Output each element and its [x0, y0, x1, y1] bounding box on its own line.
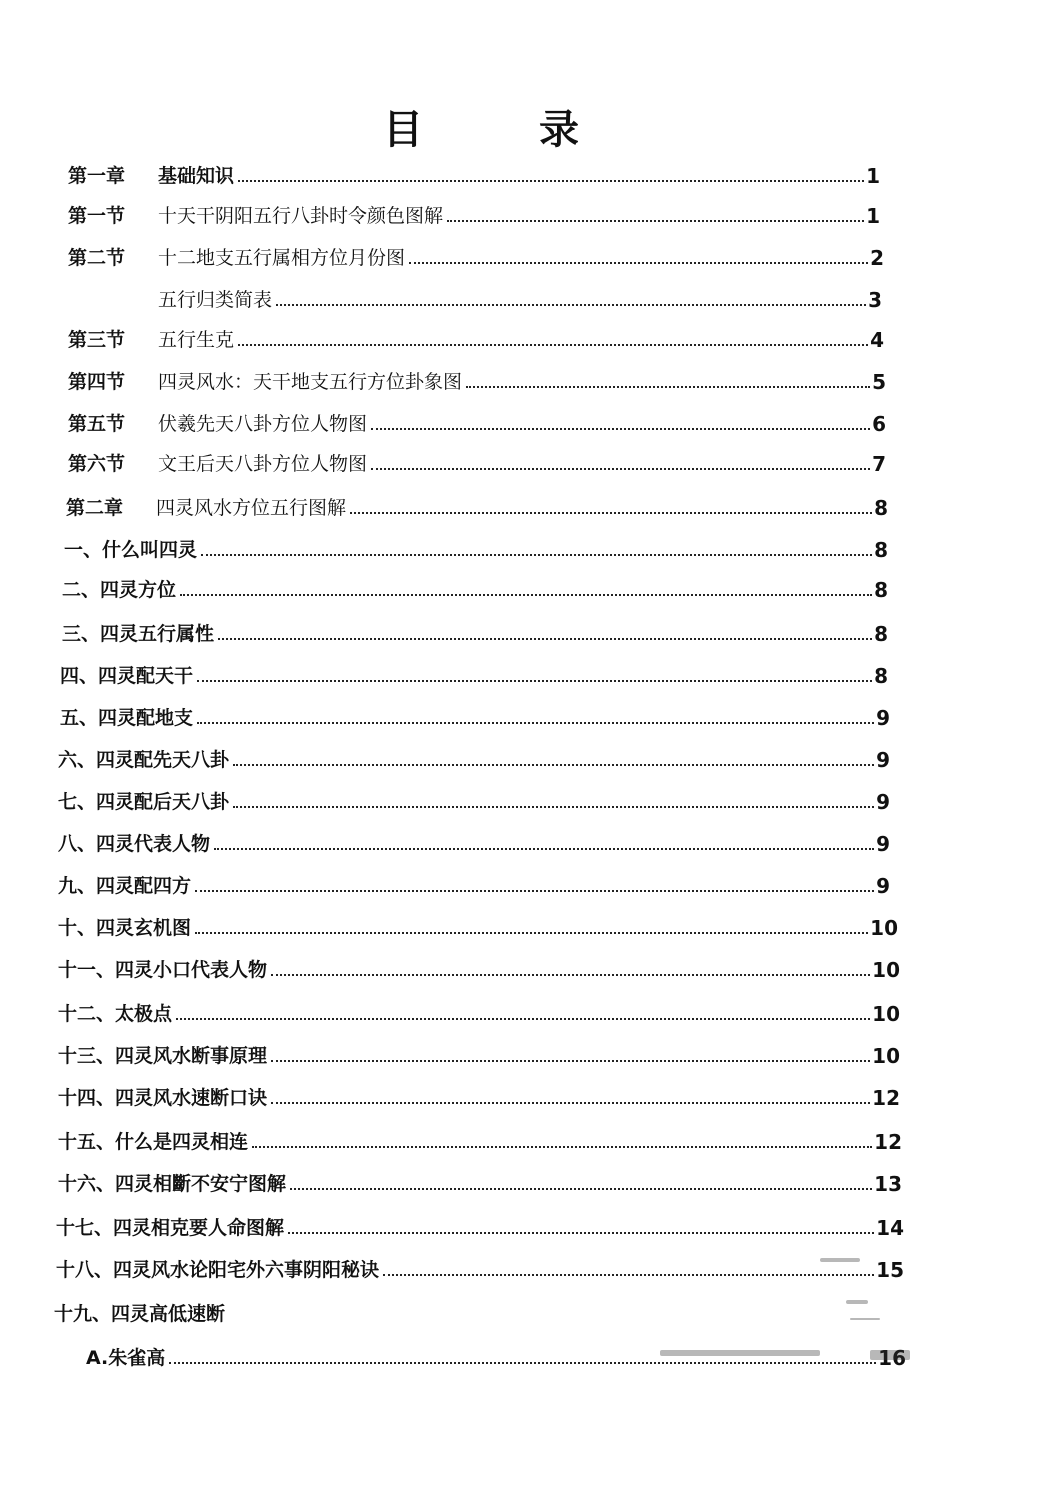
scan-artifact — [660, 1350, 820, 1356]
toc-page-number: 1 — [866, 164, 880, 188]
toc-entry — [58, 996, 900, 1026]
toc-entry — [58, 868, 890, 898]
toc-entry-label: 九、四灵配四方 — [58, 875, 192, 897]
dot-leader — [466, 386, 870, 388]
toc-entry-label: 十、四灵玄机图 — [58, 917, 192, 939]
toc-chapter-prefix: 第三节 — [68, 329, 126, 351]
dot-leader — [197, 680, 872, 682]
page-title: 目 录 — [383, 107, 617, 153]
dot-leader — [290, 1188, 872, 1190]
toc-entry — [58, 784, 890, 814]
toc-entry-label: 四灵风水：天干地支五行方位卦象图 — [158, 371, 463, 393]
toc-chapter-prefix: 第五节 — [68, 413, 126, 435]
toc-page-number: 15 — [876, 1258, 904, 1282]
toc-entry — [58, 742, 890, 772]
toc-entry-label: 八、四灵代表人物 — [58, 833, 211, 855]
dot-leader — [233, 764, 874, 766]
toc-page-number: 9 — [876, 874, 890, 898]
toc-page-number: 8 — [874, 622, 888, 646]
dot-leader — [252, 1146, 872, 1148]
toc-page-number: 9 — [876, 748, 890, 772]
toc-page-number: 5 — [872, 370, 886, 394]
toc-entry — [58, 952, 900, 982]
dot-leader — [409, 262, 868, 264]
toc-entry-label: 文王后天八卦方位人物图 — [158, 453, 368, 475]
toc-page-number: 8 — [874, 578, 888, 602]
toc-entry — [56, 1210, 904, 1240]
dot-leader — [214, 848, 874, 850]
toc-entry — [64, 532, 888, 562]
toc-entry-label: 十一、四灵小口代表人物 — [58, 959, 268, 981]
toc-entry-label: 四、四灵配天干 — [60, 665, 194, 687]
toc-page-number: 13 — [874, 1172, 902, 1196]
toc-entry — [68, 446, 886, 476]
toc-page-number: 12 — [872, 1086, 900, 1110]
toc-entry-label: 十三、四灵风水断事原理 — [58, 1045, 268, 1067]
dot-leader — [195, 890, 874, 892]
toc-entry-label: 十天干阴阳五行八卦时令颜色图解 — [158, 205, 444, 227]
dot-leader — [371, 428, 870, 430]
toc-chapter-prefix: 第一章 — [68, 165, 126, 187]
toc-entry-label: A.朱雀高 — [86, 1347, 166, 1369]
toc-entry-label: 二、四灵方位 — [62, 579, 177, 601]
dot-leader — [201, 554, 872, 556]
toc-entry — [158, 282, 882, 312]
toc-page-number: 10 — [872, 958, 900, 982]
toc-entry-label: 一、什么叫四灵 — [64, 539, 198, 561]
dot-leader — [238, 180, 864, 182]
toc-page-number: 9 — [876, 706, 890, 730]
toc-page-number: 8 — [874, 538, 888, 562]
toc-page-number: 9 — [876, 832, 890, 856]
toc-page-number: 9 — [876, 790, 890, 814]
toc-entry-label: 七、四灵配后天八卦 — [58, 791, 230, 813]
toc-entry — [58, 1080, 900, 1110]
dot-leader — [195, 932, 868, 934]
toc-chapter-prefix: 第一节 — [68, 205, 126, 227]
dot-leader — [276, 304, 866, 306]
toc-entry-label: 十八、四灵风水论阳宅外六事阴阳秘诀 — [56, 1259, 380, 1281]
toc-entry-label: 十六、四灵相斷不安宁图解 — [58, 1173, 287, 1195]
toc-page-number: 14 — [876, 1216, 904, 1240]
toc-chapter-prefix: 第二章 — [66, 497, 124, 519]
toc-entry — [62, 572, 888, 602]
toc-page-number: 2 — [870, 246, 884, 270]
dot-leader — [238, 344, 868, 346]
dot-leader — [169, 1362, 876, 1364]
dot-leader — [197, 722, 874, 724]
dot-leader — [176, 1018, 870, 1020]
toc-entry — [68, 322, 884, 352]
dot-leader — [271, 1060, 870, 1062]
dot-leader — [271, 1102, 870, 1104]
toc-entry — [68, 406, 886, 436]
toc-entry-label: 十九、四灵高低速断 — [54, 1303, 226, 1325]
toc-entry — [68, 198, 880, 228]
toc-page-number: 6 — [872, 412, 886, 436]
toc-entry — [68, 364, 886, 394]
toc-entry-label: 五行生克 — [158, 329, 235, 351]
toc-entry-label: 十五、什么是四灵相连 — [58, 1131, 249, 1153]
toc-entry-label: 五、四灵配地支 — [60, 707, 194, 729]
dot-leader — [180, 594, 872, 596]
toc-page-number: 8 — [874, 496, 888, 520]
scan-artifact — [846, 1300, 868, 1304]
toc-entry-label: 六、四灵配先天八卦 — [58, 749, 230, 771]
toc-entry-label: 十四、四灵风水速断口诀 — [58, 1087, 268, 1109]
toc-entry — [68, 240, 884, 270]
toc-page-number: 10 — [872, 1044, 900, 1068]
toc-page-number: 10 — [872, 1002, 900, 1026]
toc-entry — [58, 1124, 902, 1154]
scan-artifact — [820, 1258, 860, 1262]
toc-entry-label: 五行归类简表 — [158, 289, 273, 311]
toc-entry — [58, 1166, 902, 1196]
dot-leader — [233, 806, 874, 808]
toc-entry — [60, 700, 890, 730]
toc-entry-label: 十二、太极点 — [58, 1003, 173, 1025]
toc-chapter-prefix: 第二节 — [68, 247, 126, 269]
toc-page-number: 4 — [870, 328, 884, 352]
dot-leader — [447, 220, 864, 222]
toc-entry-label: 三、四灵五行属性 — [62, 623, 215, 645]
toc-page-number: 3 — [868, 288, 882, 312]
scan-artifact — [870, 1350, 910, 1360]
toc-page-number: 12 — [874, 1130, 902, 1154]
toc-entry — [58, 1038, 900, 1068]
toc-chapter-prefix: 第四节 — [68, 371, 126, 393]
toc-entry — [62, 616, 888, 646]
toc-entry-label: 基础知识 — [158, 165, 235, 187]
toc-page-number: 16 — [878, 1346, 906, 1370]
toc-entry — [58, 910, 898, 940]
dot-leader — [371, 468, 870, 470]
toc-page-number: 8 — [874, 664, 888, 688]
dot-leader — [288, 1232, 874, 1234]
toc-entry-label: 四灵风水方位五行图解 — [156, 497, 347, 519]
toc-entry — [66, 490, 888, 520]
scan-artifact — [850, 1318, 880, 1320]
toc-entry-label: 伏羲先天八卦方位人物图 — [158, 413, 368, 435]
toc-entry — [56, 1252, 904, 1282]
toc-entry-label: 十七、四灵相克要人命图解 — [56, 1217, 285, 1239]
toc-entry — [54, 1296, 904, 1326]
dot-leader — [271, 974, 870, 976]
dot-leader — [350, 512, 872, 514]
toc-page-number: 10 — [870, 916, 898, 940]
dot-leader — [383, 1274, 874, 1276]
toc-entry — [68, 158, 880, 188]
toc-entry — [60, 658, 888, 688]
toc-page-number: 7 — [872, 452, 886, 476]
dot-leader — [218, 638, 872, 640]
toc-page-number: 1 — [866, 204, 880, 228]
toc-entry-label: 十二地支五行属相方位月份图 — [158, 247, 406, 269]
toc-chapter-prefix: 第六节 — [68, 453, 126, 475]
toc-entry — [58, 826, 890, 856]
